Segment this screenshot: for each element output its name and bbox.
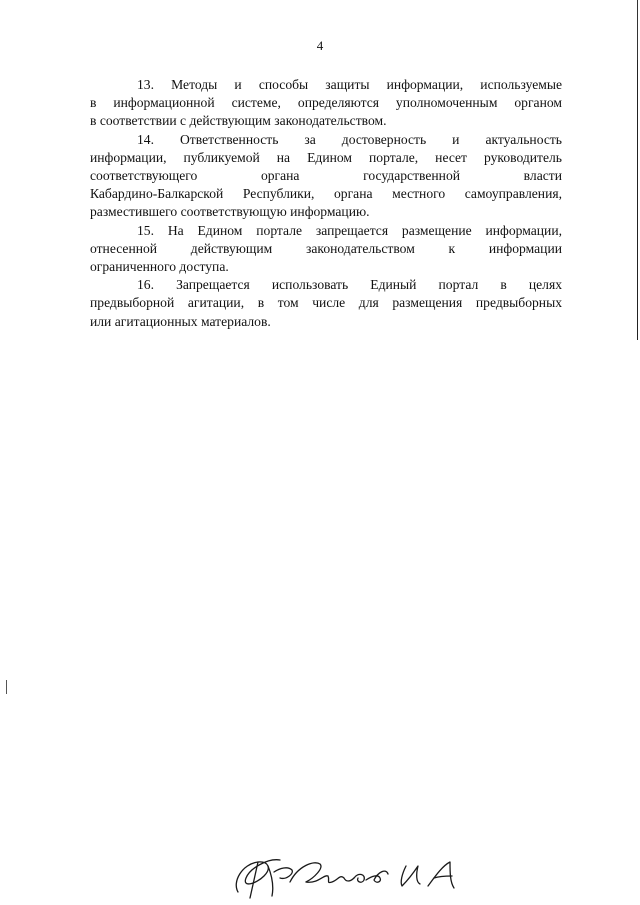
scan-mark [6,680,7,694]
text-line: или агитационных материалов. [90,313,271,329]
page-number: 4 [316,38,324,53]
paragraph-13 [90,76,562,131]
text-line: в соответствии с действующим законодательством. [90,113,387,129]
paragraph-16 [90,276,562,331]
text-line: предвыборной агитации, в том числе для размещения предвыборных [90,295,562,311]
text-line: 16. Запрещается использовать Единый портал в целях [137,277,562,293]
text-line: разместившего соответствующую информацию. [90,204,370,220]
text-line: соответствующего органа государственной власти [90,168,562,184]
text-line: информации, публикуемой на Едином портале, несет руководитель [90,149,562,165]
handwritten-signature [228,852,468,902]
text-line: 13. Методы и способы защиты информации, используемые [137,77,562,92]
paragraph-15 [90,222,562,277]
text-line: отнесенной действующим законодательством к информации [90,240,562,256]
text-line: Кабардино-Балкарской Республики, органа местного самоуправления, [90,186,562,202]
text-line: ограниченного доступа. [90,259,229,275]
document-body [90,76,562,331]
text-line: 15. На Едином портале запрещается размещение информации, [137,222,562,238]
text-line: 14. Ответственность за достоверность и актуальность [137,131,562,147]
text-line: в информационной системе, определяются уполномоченным органом [90,95,562,111]
paragraph-14 [90,131,562,222]
